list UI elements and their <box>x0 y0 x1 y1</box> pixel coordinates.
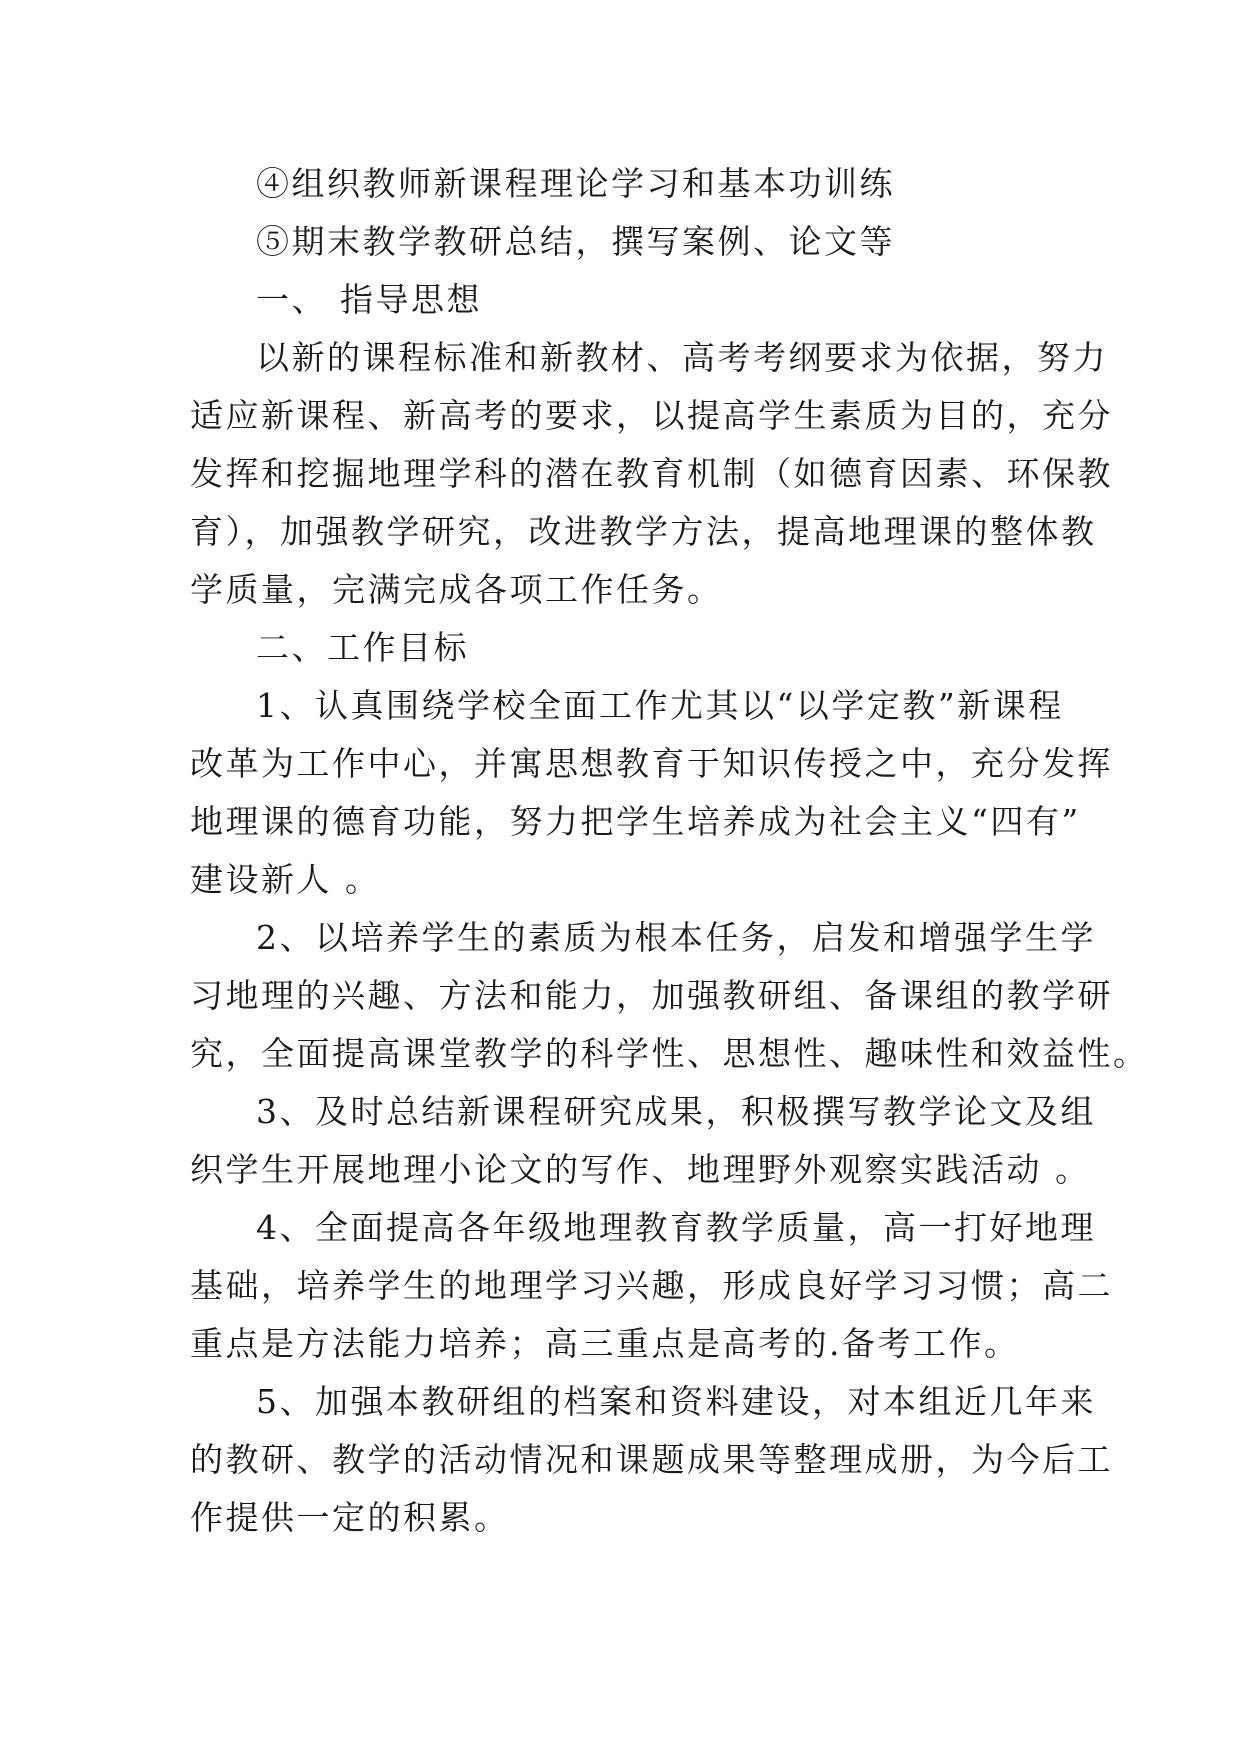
paragraph-line: 织学生开展地理小论文的写作、地理野外观察实践活动 。 <box>190 1150 1091 1189</box>
paragraph-line: 4、全面提高各年级地理教育教学质量，高一打好地理 <box>256 1208 1096 1247</box>
paragraph-line: 改革为工作中心，并寓思想教育于知识传授之中，充分发挥 <box>190 744 1113 783</box>
paragraph-line: 重点是方法能力培养；高三重点是高考的.备考工作。 <box>190 1324 1020 1363</box>
paragraph-line: 发挥和挖掘地理学科的潜在教育机制（如德育因素、环保教 <box>190 454 1113 493</box>
paragraph-line: 适应新课程、新高考的要求，以提高学生素质为目的，充分 <box>190 396 1113 435</box>
section-heading: 二、工作目标 <box>256 628 469 667</box>
paragraph-line: 习地理的兴趣、方法和能力，加强教研组、备课组的教学研 <box>190 976 1113 1015</box>
paragraph-line: 地理课的德育功能，努力把学生培养成为社会主义“四有” <box>190 802 1081 841</box>
list-item: ⑤期末教学教研总结，撰写案例、论文等 <box>256 222 895 261</box>
paragraph-line: 的教研、教学的活动情况和课题成果等整理成册，为今后工 <box>190 1440 1113 1479</box>
paragraph-line: 1、认真围绕学校全面工作尤其以“以学定教”新课程 <box>256 686 1064 725</box>
section-heading: 一、 指导思想 <box>256 280 482 319</box>
paragraph-line: 学质量，完满完成各项工作任务。 <box>190 570 723 609</box>
paragraph-line: 以新的课程标准和新教材、高考考纲要求为依据，努力 <box>256 338 1108 377</box>
paragraph-line: 基础，培养学生的地理学习兴趣，形成良好学习习惯；高二 <box>190 1266 1113 1305</box>
paragraph-line: 作提供一定的积累。 <box>190 1498 510 1537</box>
list-item: ④组织教师新课程理论学习和基本功训练 <box>256 164 895 203</box>
document-body <box>190 155 1149 1547</box>
paragraph-line: 3、及时总结新课程研究成果，积极撰写教学论文及组 <box>256 1092 1096 1131</box>
paragraph-line: 2、以培养学生的素质为根本任务，启发和增强学生学 <box>256 918 1096 957</box>
paragraph-line: 育），加强教学研究，改进教学方法，提高地理课的整体教 <box>190 512 1097 551</box>
paragraph-line: 5、加强本教研组的档案和资料建设，对本组近几年来 <box>256 1382 1096 1421</box>
paragraph-line: 建设新人 。 <box>190 860 381 899</box>
paragraph-line: 究，全面提高课堂教学的科学性、思想性、趣味性和效益性。 <box>190 1034 1149 1073</box>
